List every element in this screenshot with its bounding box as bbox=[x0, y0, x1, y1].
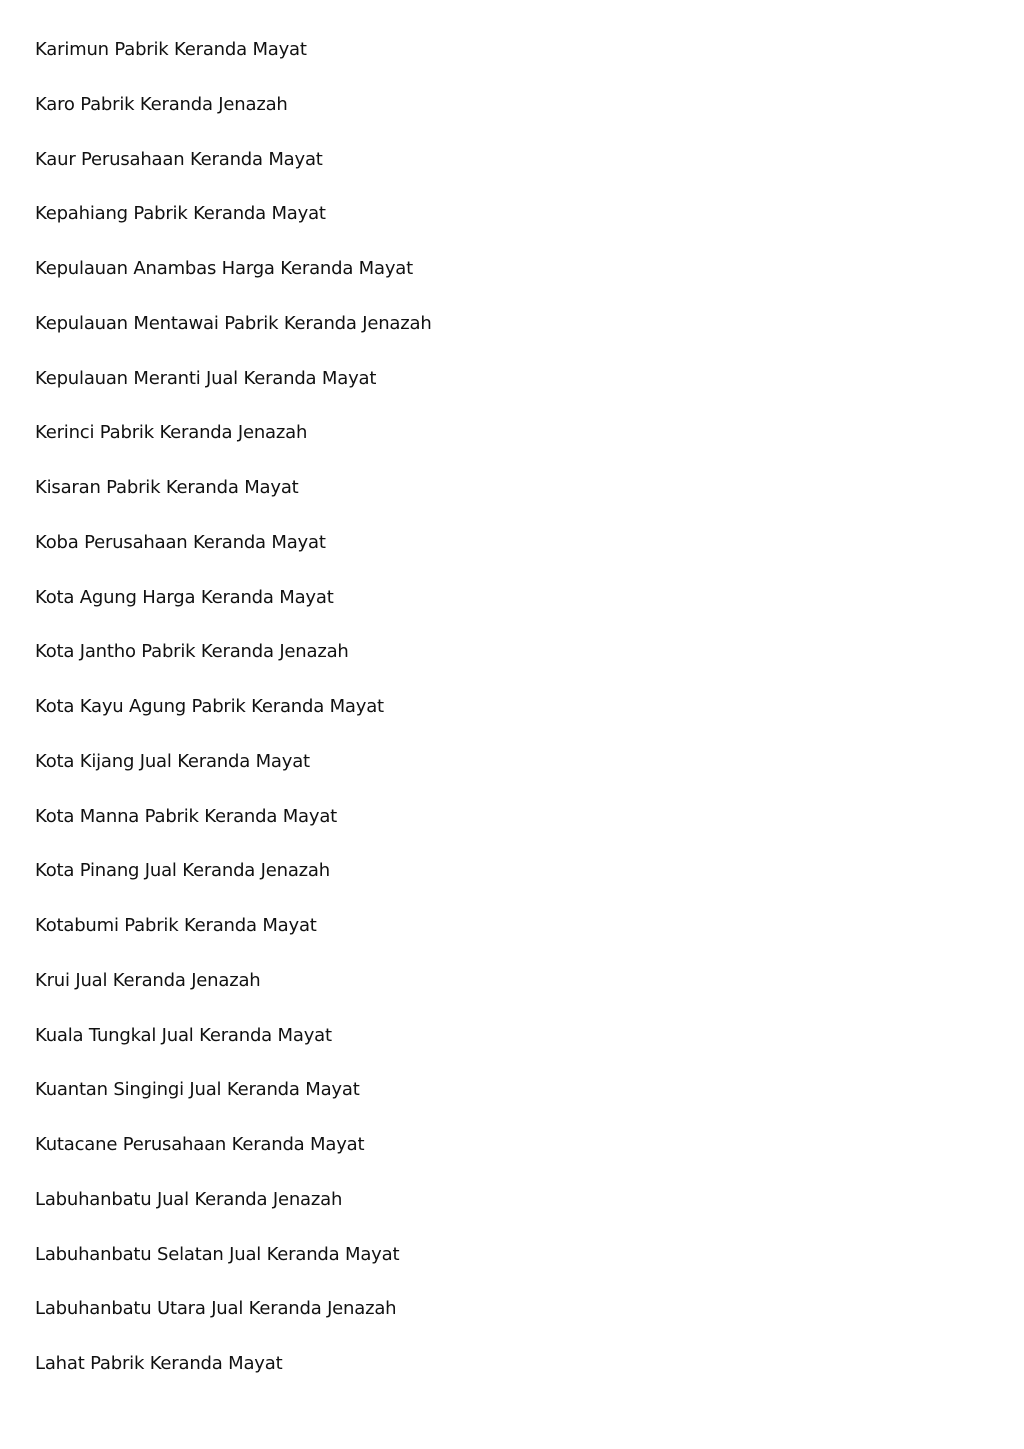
list-item: Kutacane Perusahaan Keranda Mayat bbox=[35, 1134, 365, 1155]
list-item: Kota Kijang Jual Keranda Mayat bbox=[35, 750, 310, 772]
list-item: Koba Perusahaan Keranda Mayat bbox=[35, 531, 326, 553]
list-item: Kota Jantho Pabrik Keranda Jenazah bbox=[35, 641, 349, 663]
list-item: Lahat Pabrik Keranda Mayat bbox=[35, 1353, 283, 1374]
list-item: Karimun Pabrik Keranda Mayat bbox=[35, 39, 307, 60]
list-item: Kerinci Pabrik Keranda Jenazah bbox=[35, 422, 308, 444]
list-item: Labuhanbatu Selatan Jual Keranda Mayat bbox=[35, 1243, 400, 1265]
list-item: Kuantan Singingi Jual Keranda Mayat bbox=[35, 1079, 360, 1101]
entry-list bbox=[35, 36, 432, 1405]
list-item: Kepahiang Pabrik Keranda Mayat bbox=[35, 203, 326, 225]
list-item: Kotabumi Pabrik Keranda Mayat bbox=[35, 915, 317, 936]
list-item: Karo Pabrik Keranda Jenazah bbox=[35, 93, 288, 115]
list-item: Labuhanbatu Jual Keranda Jenazah bbox=[35, 1188, 343, 1210]
list-item: Kuala Tungkal Jual Keranda Mayat bbox=[35, 1024, 332, 1046]
list-item: Kota Kayu Agung Pabrik Keranda Mayat bbox=[35, 696, 384, 717]
list-item: Labuhanbatu Utara Jual Keranda Jenazah bbox=[35, 1298, 397, 1320]
list-item: Kota Manna Pabrik Keranda Mayat bbox=[35, 805, 338, 827]
list-item: Kepulauan Anambas Harga Keranda Mayat bbox=[35, 258, 413, 279]
list-item: Kisaran Pabrik Keranda Mayat bbox=[35, 477, 299, 498]
list-item: Krui Jual Keranda Jenazah bbox=[35, 969, 261, 991]
list-item: Kota Pinang Jual Keranda Jenazah bbox=[35, 860, 330, 882]
list-item: Kota Agung Harga Keranda Mayat bbox=[35, 586, 334, 608]
list-item: Kepulauan Meranti Jual Keranda Mayat bbox=[35, 367, 377, 389]
list-item: Kaur Perusahaan Keranda Mayat bbox=[35, 148, 323, 170]
list-item: Kepulauan Mentawai Pabrik Keranda Jenazah bbox=[35, 312, 432, 334]
